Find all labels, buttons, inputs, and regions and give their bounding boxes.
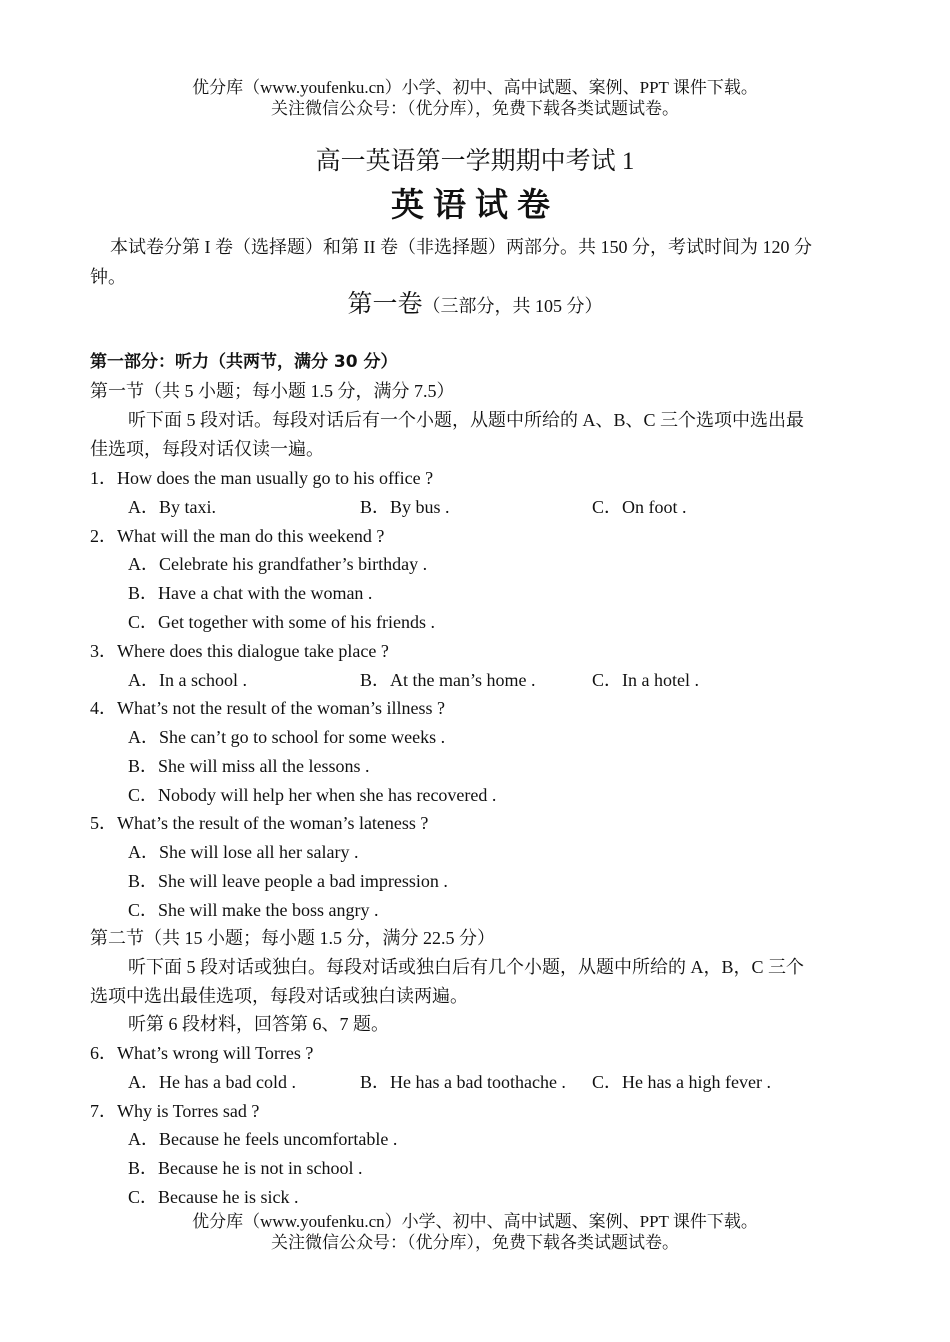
- question-5-option-a: A．She will lose all her salary .: [128, 842, 359, 862]
- question-4-stem: 4．What’s not the result of the woman’s illness ?: [90, 698, 445, 718]
- question-2-option-b: B．Have a chat with the woman .: [128, 583, 373, 603]
- question-7-option-a: A．Because he feels uncomfortable .: [128, 1129, 398, 1149]
- question-6-stem: 6．What’s wrong will Torres ?: [90, 1043, 314, 1063]
- question-3-option-b: B．At the man’s home .: [360, 670, 536, 690]
- question-2-option-c: C．Get together with some of his friends .: [128, 612, 435, 632]
- question-4-option-c: C．Nobody will help her when she has recovered .: [128, 785, 497, 805]
- question-7-option-c: C．Because he is sick .: [128, 1187, 299, 1207]
- question-6-option-b: B．He has a bad toothache .: [360, 1072, 566, 1092]
- section1-instruction-line-2: 佳选项，每段对话仅读一遍。: [90, 439, 324, 459]
- intro-line-2: 钟。: [90, 267, 126, 287]
- question-2-option-a: A．Celebrate his grandfather’s birthday .: [128, 554, 428, 574]
- exam-title: 高一英语第一学期期中考试 1: [315, 148, 635, 175]
- question-6-option-a: A．He has a bad cold .: [128, 1072, 296, 1092]
- section1-instruction-line-1: 听下面 5 段对话。每段对话后有一个小题，从题中所给的 A、B、C 三个选项中选出最: [128, 410, 805, 430]
- footer-line-2: 关注微信公众号：（优分库），免费下载各类试题试卷。: [271, 1233, 679, 1252]
- exam-subtitle: 英语试卷: [391, 188, 559, 224]
- intro-line-1: 本试卷分第 I 卷（选择题）和第 II 卷（非选择题）两部分。共 150 分，考试时间为 120 分: [110, 237, 812, 257]
- question-5-stem: 5．What’s the result of the woman’s lateness ?: [90, 813, 429, 833]
- section1-heading: 第一节（共 5 小题；每小题 1.5 分，满分 7.5）: [90, 381, 455, 401]
- question-3-stem: 3．Where does this dialogue take place ?: [90, 641, 389, 661]
- passage-6-note: 听第 6 段材料，回答第 6、7 题。: [128, 1014, 389, 1034]
- question-5-option-b: B．She will leave people a bad impression .: [128, 871, 448, 891]
- question-4-option-a: A．She can’t go to school for some weeks .: [128, 727, 446, 747]
- question-4-option-b: B．She will miss all the lessons .: [128, 756, 370, 776]
- question-6-option-c: C．He has a high fever .: [592, 1072, 771, 1092]
- header-line-1: 优分库（www.youfenku.cn）小学、初中、高中试题、案例、PPT 课件下载。: [192, 78, 758, 97]
- question-7-option-b: B．Because he is not in school .: [128, 1158, 363, 1178]
- question-3-option-c: C．In a hotel .: [592, 670, 699, 690]
- section2-instruction-line-1: 听下面 5 段对话或独白。每段对话或独白后有几个小题，从题中所给的 A，B，C 三个: [128, 957, 805, 977]
- question-1-stem: 1．How does the man usually go to his office ?: [90, 468, 434, 488]
- part1-heading: 第一部分：听力（共两节，满分 30 分）: [90, 352, 398, 372]
- volume-heading: [0, 292, 950, 319]
- footer-line-1: 优分库（www.youfenku.cn）小学、初中、高中试题、案例、PPT 课件下载。: [192, 1212, 758, 1231]
- volume-note: （三部分，共 105 分）: [422, 296, 603, 316]
- section2-instruction-line-2: 选项中选出最佳选项，每段对话或独白读两遍。: [90, 986, 468, 1006]
- question-1-option-c: C．On foot .: [592, 497, 687, 517]
- question-3-option-a: A．In a school .: [128, 670, 247, 690]
- header-line-2: 关注微信公众号：（优分库），免费下载各类试题试卷。: [271, 99, 679, 118]
- question-5-option-c: C．She will make the boss angry .: [128, 900, 379, 920]
- question-1-option-b: B．By bus .: [360, 497, 450, 517]
- question-2-stem: 2．What will the man do this weekend ?: [90, 526, 385, 546]
- volume-title: 第一卷: [347, 291, 423, 318]
- question-1-option-a: A．By taxi.: [128, 497, 216, 517]
- section2-heading: 第二节（共 15 小题；每小题 1.5 分，满分 22.5 分）: [90, 928, 495, 948]
- question-7-stem: 7．Why is Torres sad ?: [90, 1101, 260, 1121]
